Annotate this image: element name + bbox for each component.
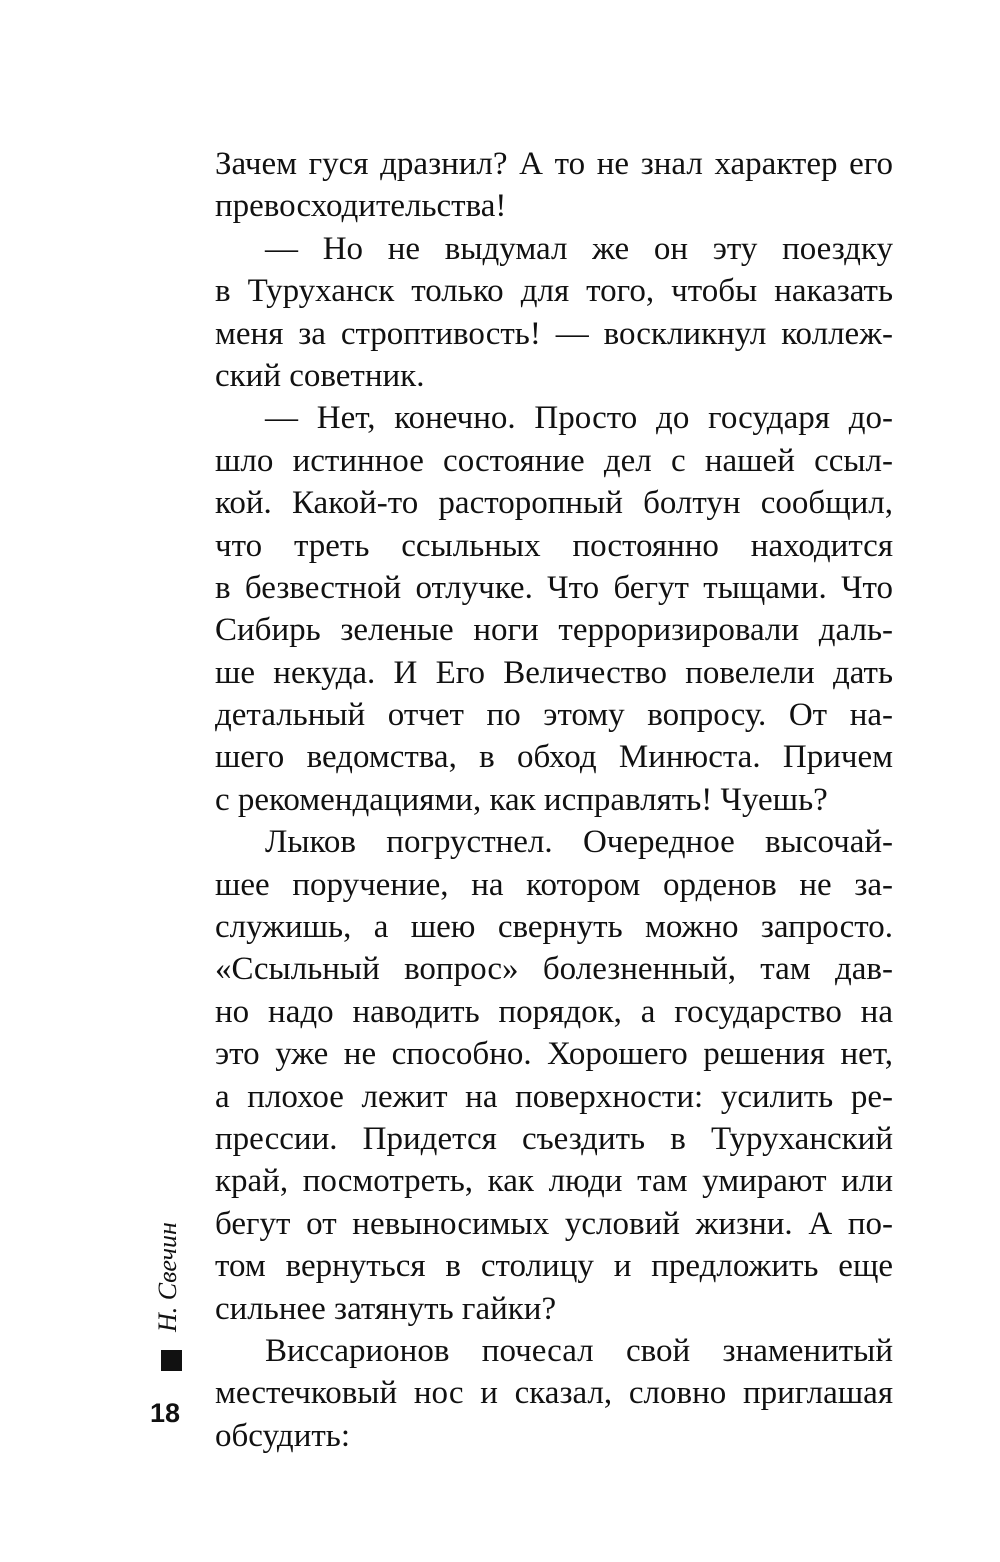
- page-marker-square: [161, 1350, 182, 1371]
- text-line: с рекомендациями, как исправлять! Чуешь?: [215, 781, 828, 818]
- text-line: служишь, а шею свернуть можно запросто.: [215, 909, 893, 946]
- text-line: а плохое лежит на поверхности: усилить ре-: [215, 1078, 893, 1115]
- text-line: — Но не выдумал же он эту поездку: [265, 230, 893, 267]
- text-line: Сибирь зеленые ноги терроризировали даль-: [215, 612, 893, 649]
- text-line: сильнее затянуть гайки?: [215, 1290, 557, 1327]
- running-head-author: Н. Свечин: [153, 1222, 182, 1332]
- text-line: «Ссыльный вопрос» болезненный, там дав-: [215, 951, 893, 988]
- text-line: — Нет, конечно. Просто до государя до-: [265, 400, 893, 437]
- text-line: шло истинное состояние дел с нашей ссыл-: [215, 442, 893, 479]
- text-line: это уже не способно. Хорошего решения нет,: [215, 1036, 893, 1073]
- text-line: том вернуться в столицу и предложить еще: [215, 1248, 893, 1285]
- text-line: край, посмотреть, как люди там умирают или: [215, 1163, 893, 1200]
- text-line: прессии. Придется съездить в Туруханский: [215, 1120, 893, 1157]
- text-line: шее поручение, на котором орденов не за-: [215, 866, 893, 903]
- text-line: меня за строптивость! — воскликнул коллеж-: [215, 315, 893, 352]
- text-line: превосходительства!: [215, 188, 507, 225]
- text-line: но надо наводить порядок, а государство на: [215, 993, 893, 1030]
- text-line: в Туруханск только для того, чтобы наказать: [215, 273, 893, 310]
- text-line: в безвестной отлучке. Что бегут тыщами. Что: [215, 569, 893, 606]
- text-line: Зачем гуся дразнил? А то не знал характер его: [215, 146, 893, 182]
- text-line: ше некуда. И Его Величество повелели дать: [215, 654, 893, 691]
- text-line: кой. Какой-то расторопный болтун сообщил,: [215, 485, 893, 522]
- text-line: Виссарионов почесал свой знаменитый: [265, 1332, 893, 1369]
- text-line: Лыков погрустнел. Очередное высочай-: [265, 824, 893, 861]
- body-text: [215, 143, 893, 1457]
- text-line: детальный отчет по этому вопросу. От на-: [215, 697, 893, 734]
- text-line: что треть ссыльных постоянно находится: [215, 527, 893, 564]
- text-line: местечковый нос и сказал, словно приглашая: [215, 1375, 893, 1412]
- text-line: бегут от невыносимых условий жизни. А по-: [215, 1205, 893, 1242]
- text-line: обсудить:: [215, 1417, 351, 1454]
- page-number: 18: [150, 1398, 181, 1428]
- text-line: шего ведомства, в обход Минюста. Причем: [215, 739, 893, 776]
- text-line: ский советник.: [215, 357, 425, 394]
